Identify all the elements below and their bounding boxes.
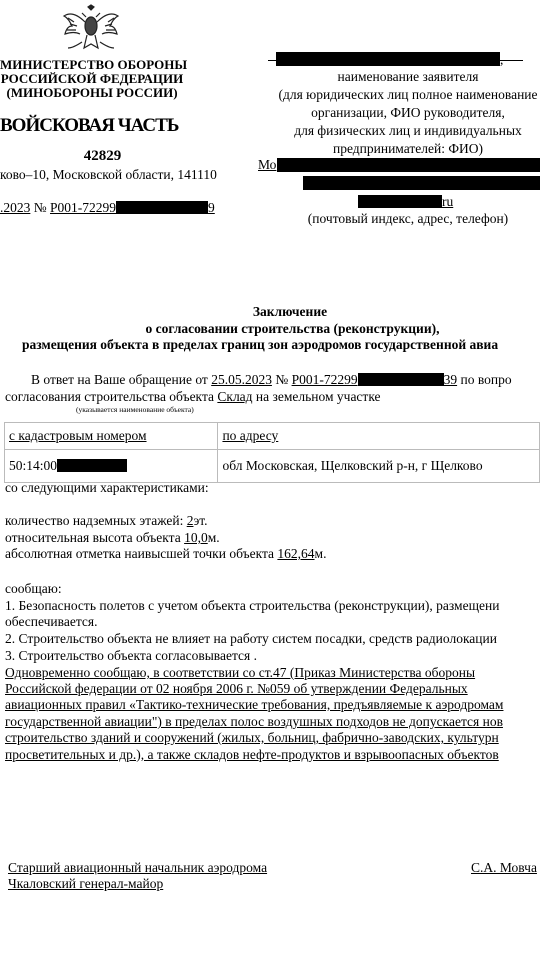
floors-label: количество надземных этажей: <box>5 513 184 528</box>
intro-text: В ответ на Ваше обращение от <box>31 372 208 387</box>
outgoing-ref <box>0 200 215 216</box>
height-unit: м. <box>207 530 220 545</box>
org-line-3: (МИНОБОРОНЫ РОССИИ) <box>6 85 178 100</box>
abs-height-label: абсолютная отметка наивысшей точки объекта <box>5 546 275 561</box>
applicant-email-suffix: ru <box>442 194 454 209</box>
unit-label: ВОЙСКОВАЯ ЧАСТЬ <box>0 115 179 136</box>
applicant-address-prefix: Мо <box>258 157 277 172</box>
cadastral-number: 50:14:00 <box>9 458 58 473</box>
floors-unit: эт. <box>193 513 208 528</box>
col-address-header: по адресу <box>222 428 279 443</box>
unit-number: 42829 <box>83 148 122 164</box>
object-line-text: согласования строительства объекта <box>5 389 214 404</box>
applicant-phone-redacted <box>303 176 540 192</box>
applicant-caption-5: предпринимателей: ФИО) <box>332 141 484 156</box>
address-cell <box>218 450 540 483</box>
signer-position-2: Чкаловский генерал-майор <box>8 876 164 891</box>
intro-no-sign: № <box>275 372 289 387</box>
table-row <box>5 450 540 483</box>
object-address: обл Московская, Щелковский р-н, г Щелково <box>222 458 483 473</box>
applicant-name-underline <box>268 60 523 61</box>
signer-position-1: Старший авиационный начальник аэродрома <box>8 860 268 875</box>
redaction-block <box>116 201 208 214</box>
redaction-block <box>276 52 500 66</box>
applicant-address-redacted <box>277 158 540 174</box>
redaction-block <box>277 158 540 172</box>
note-line: авиационных правил «Тактико-технические требования, предъявляемые к аэродромам <box>5 697 504 712</box>
inform-label: сообщаю: <box>5 581 62 596</box>
unit-address: ково–10, Московской области, 141110 <box>0 167 217 182</box>
height-label: относительная высота объекта <box>5 530 181 545</box>
doc-title-2: о согласовании строительства (реконструкции), <box>145 321 440 336</box>
col-cadastral-header: с кадастровым номером <box>9 428 147 443</box>
cadastral-cell <box>5 450 218 483</box>
doc-title-3: размещения объекта в пределах границ зон аэродромов государственной авиа <box>22 337 499 352</box>
redaction-block <box>358 373 444 386</box>
intro-ref-prefix: Р001-72299 <box>291 372 358 387</box>
eagle-emblem-icon <box>62 4 120 56</box>
point-1: 1. Безопасность полетов с учетом объекта строительства (реконструкции), размещени <box>5 598 500 613</box>
point-2: 2. Строительство объекта не влияет на работу систем посадки, средств радиолокации <box>5 631 497 646</box>
note-line: просветительных и др.), а также складов нефте-продуктов и взрывоопасных объектов <box>5 747 499 762</box>
table-header-row <box>5 423 540 450</box>
object-line <box>5 389 381 405</box>
note-line: государственной авиации") в пределах полос воздушных подходов не допускается нов <box>5 714 503 729</box>
outgoing-ref-prefix: Р001-72299 <box>50 200 117 215</box>
height-line <box>5 530 220 546</box>
applicant-email <box>358 194 453 210</box>
abs-height-unit: м. <box>314 546 327 561</box>
applicant-caption-3: организации, ФИО руководителя, <box>311 105 505 120</box>
point-1-continued: обеспечивается. <box>5 614 98 629</box>
abs-height-line <box>5 546 326 562</box>
characteristics-intro: со следующими характеристиками: <box>5 480 209 495</box>
signer-name: С.А. Мовча <box>471 860 537 875</box>
point-3: 3. Строительство объекта согласовывается . <box>5 648 257 663</box>
applicant-caption-1: наименование заявителя <box>337 69 479 84</box>
table-header-cell <box>218 423 540 450</box>
applicant-caption-4: для физических лиц и индивидуальных <box>294 123 522 138</box>
height-value: 10,0 <box>184 530 208 545</box>
floors-value: 2 <box>186 513 194 528</box>
redaction-block <box>358 195 442 208</box>
redaction-block <box>303 176 540 190</box>
outgoing-ref-suffix: 9 <box>208 200 215 215</box>
applicant-address-caption: (почтовый индекс, адрес, телефон) <box>307 211 509 226</box>
cadastral-table <box>4 422 540 483</box>
abs-height-value: 162,64 <box>277 546 315 561</box>
intro-line <box>31 372 512 388</box>
intro-ref-suffix: 39 <box>443 372 458 387</box>
object-line-end: на земельном участке <box>255 389 381 404</box>
org-line-1: МИНИСТЕРСТВО ОБОРОНЫ <box>0 57 188 72</box>
applicant-caption-2: (для юридических лиц полное наименование <box>278 87 538 102</box>
outgoing-ref-no-sign: № <box>33 200 47 215</box>
note-line: Российской федерации от 02 ноября 2006 г. №059 об утверждении Федеральных <box>5 681 468 696</box>
org-line-2: РОССИЙСКОЙ ФЕДЕРАЦИИ <box>0 71 184 86</box>
redaction-block <box>57 459 127 472</box>
doc-title-1: Заключение <box>252 304 328 319</box>
table-header-cell <box>5 423 218 450</box>
outgoing-ref-date: .2023 <box>0 200 31 215</box>
intro-date: 25.05.2023 <box>211 372 272 387</box>
note-line: строительство зданий и сооружений (жилых, больниц, фабрично-заводских, культурн <box>5 730 499 745</box>
floors-line <box>5 513 208 529</box>
object-name: Склад <box>217 389 253 404</box>
object-caption: (указывается наименование объекта) <box>76 405 194 414</box>
intro-text-end: по вопро <box>460 372 512 387</box>
note-line: Одновременно сообщаю, в соответствии со ст.47 (Приказ Министерства обороны <box>5 665 476 680</box>
